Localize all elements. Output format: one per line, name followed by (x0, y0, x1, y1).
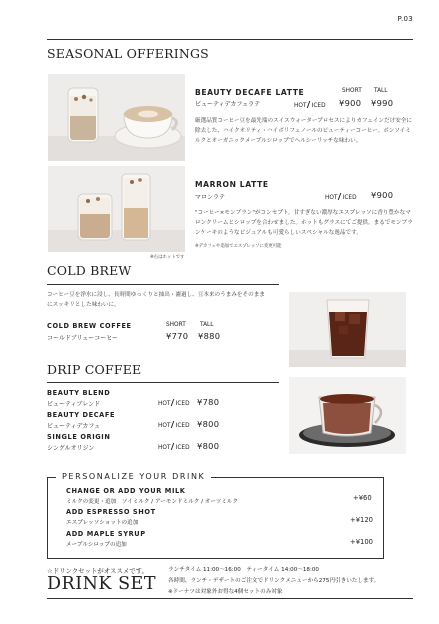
top-rule (47, 39, 413, 40)
temp-tag: HOT ICED (158, 445, 190, 451)
single-origin-jp-name: シングルオリジン (47, 445, 95, 452)
beauty-decafe-latte-name: BEAUTY DECAFE LATTE (195, 88, 305, 97)
temp-tag: HOT ICED (325, 195, 357, 201)
seasonal-title: SEASONAL OFFERINGS (47, 46, 209, 61)
change-milk-price: +¥60 (353, 494, 372, 502)
single-origin-name: SINGLE ORIGIN (47, 433, 111, 441)
cold-brew-description: コーヒー豆を浄水に浸し、長時間ゆっくりと抽出・濾過し、豆本来のうまみをそのままにスッキリとした味わいに。 (47, 292, 265, 308)
drink-set-discount: 各時間、ランチ・デザートのご注文でドリンクメニューから275円引きいたします。 (168, 578, 380, 584)
cold-brew-title: COLD BREW (47, 263, 132, 278)
espresso-shot-option: ADD ESPRESSO SHOT (66, 508, 156, 516)
single-origin-price: ¥800 (197, 441, 220, 451)
cold-brew-photo (289, 292, 406, 367)
drink-set-hours: ランチタイム 11:00〜16:00 ティータイム 14:00〜18:00 (168, 567, 319, 573)
personalize-title: PERSONALIZE YOUR DRINK (56, 472, 211, 481)
espresso-shot-price: +¥120 (350, 516, 373, 524)
marron-latte-jp-name: マロンラテ (195, 194, 226, 201)
cold-brew-name: COLD BREW COFFEE (47, 322, 132, 330)
maple-syrup-price: +¥100 (350, 538, 373, 546)
marron-photo-caption: ※右はホットです (150, 255, 185, 260)
beauty-blend-name: BEAUTY BLEND (47, 389, 111, 397)
marron-latte-photo (48, 166, 185, 252)
page-number: P.03 (397, 15, 413, 23)
temp-tag: HOT ICED (158, 423, 190, 429)
temp-tag: HOT ICED (294, 103, 326, 109)
drink-set-note: ※ドーナツは対象外お得な4個セットのみ対象 (168, 589, 283, 595)
tall-size-label: TALL (374, 88, 388, 94)
cold-brew-short-price: ¥770 (166, 331, 189, 341)
cold-brew-tall-label: TALL (200, 322, 214, 328)
marron-price: ¥900 (371, 190, 394, 200)
cold-brew-rule (47, 284, 279, 285)
drink-set-title: DRINK SET (47, 574, 157, 594)
beauty-blend-price: ¥780 (197, 397, 220, 407)
short-price: ¥900 (339, 98, 362, 108)
tall-price: ¥990 (371, 98, 394, 108)
beauty-decafe-latte-jp-name: ビューティデカフェラテ (195, 101, 261, 108)
cold-brew-jp-name: コールドブリューコーヒー (47, 335, 119, 342)
maple-syrup-option-jp: メープルシロップの追加 (66, 542, 127, 548)
drink-set-tagline: ☆ドリンクセットがオススメです。 (47, 567, 148, 575)
temp-tag: HOT ICED (158, 401, 190, 407)
marron-latte-description: "コーヒー×モンブラン"がコンセプト。甘すぎない濃厚なエスプレッソに香り豊かなマロンクリームとシロップを合わせました。ホットもグラスにてご提供。まるでモンブランケーキのようなビジュアルも可愛らしいスペシャルな逸品です。 (195, 210, 413, 236)
drip-coffee-title: DRIP COFFEE (47, 362, 142, 377)
cold-brew-tall-price: ¥880 (198, 331, 221, 341)
beauty-decafe-name: BEAUTY DECAFE (47, 411, 116, 419)
beauty-decafe-price: ¥800 (197, 419, 220, 429)
marron-note: ※デカフェや追加でエスプレッソに変更可能 (195, 244, 282, 249)
beauty-decafe-latte-description: 厳選品質コーヒー豆を最先端のスイスウォータープロセスによりカフェインだけ安全に除去した、ハイクオリティ・ハイボリフェノールのビューティーコーヒー。ボンソイミルクとオーガニックメープルシロップでヘルシーリッチな味わい。 (195, 118, 412, 144)
cold-brew-short-label: SHORT (166, 322, 186, 328)
beauty-blend-jp-name: ビューティブレンド (47, 401, 101, 408)
beauty-decafe-jp-name: ビューティデカフェ (47, 423, 101, 430)
change-milk-option: CHANGE OR ADD YOUR MILK (66, 487, 186, 495)
beauty-decafe-latte-photo (48, 74, 185, 161)
drip-coffee-photo (289, 377, 406, 454)
marron-latte-name: MARRON LATTE (195, 180, 269, 189)
drip-rule (47, 382, 279, 383)
change-milk-option-jp: ミルクの変更・追加 ソイミルク / アーモンドミルク / オーツミルク (66, 499, 238, 505)
espresso-shot-option-jp: エスプレッソショットの追加 (66, 520, 139, 526)
bottom-rule (47, 598, 413, 599)
short-size-label: SHORT (342, 88, 362, 94)
maple-syrup-option: ADD MAPLE SYRUP (66, 530, 146, 538)
